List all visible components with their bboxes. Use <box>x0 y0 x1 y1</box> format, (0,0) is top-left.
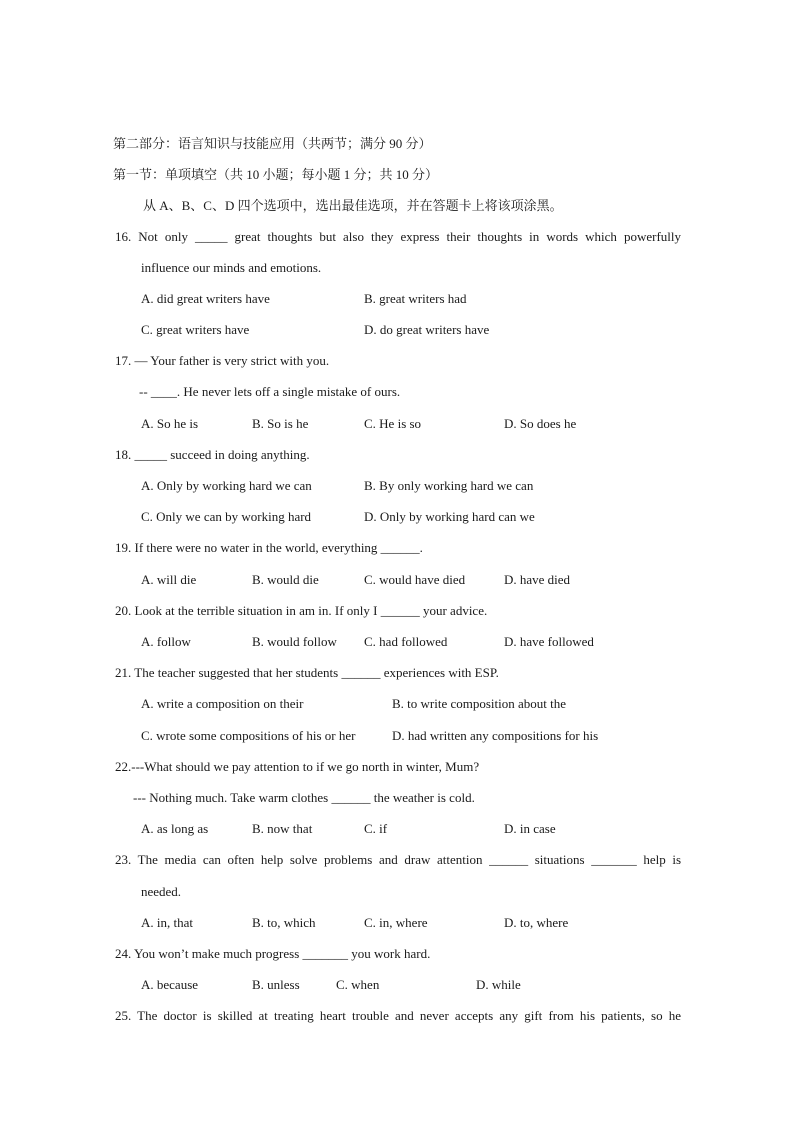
question-19-option-b: B. would die <box>252 572 319 587</box>
question-19-stem: 19. If there were no water in the world, everything ______. <box>115 540 423 555</box>
question-21-stem: 21. The teacher suggested that her students ______ experiences with ESP. <box>115 665 499 680</box>
question-22-option-c: C. if <box>364 821 388 836</box>
instruction-text: 从 A、B、C、D 四个选项中，选出最佳选项，并在答题卡上将该项涂黑。 <box>143 198 563 213</box>
question-20-option-a: A. follow <box>141 634 191 649</box>
question-24-option-b: B. unless <box>252 977 300 992</box>
question-23-option-d: D. to, where <box>504 915 569 930</box>
question-24-option-a: A. because <box>141 977 199 992</box>
question-18-stem: 18. _____ succeed in doing anything. <box>115 447 310 462</box>
part-heading: 第二部分：语言知识与技能应用（共两节；满分 90 分） <box>113 136 432 151</box>
question-20-stem: 20. Look at the terrible situation in am in. If only I ______ your advice. <box>115 603 488 618</box>
question-19-option-c: C. would have died <box>364 572 466 587</box>
question-20-option-c: C. had followed <box>364 634 448 649</box>
question-23-stem-cont: needed. <box>141 884 182 899</box>
question-23-option-c: C. in, where <box>364 915 428 930</box>
question-17-option-a: A. So he is <box>141 416 199 431</box>
question-24-stem: 24. You won’t make much progress _______ you work hard. <box>115 946 431 961</box>
question-16-stem-cont: influence our minds and emotions. <box>141 260 322 275</box>
question-24-option-c: C. when <box>336 977 380 992</box>
question-17-stem-cont: -- ____. He never lets off a single mistake of ours. <box>139 384 401 399</box>
question-24-option-d: D. while <box>476 977 521 992</box>
question-22-option-a: A. as long as <box>141 821 209 836</box>
question-17-option-d: D. So does he <box>504 416 577 431</box>
question-21-option-d: D. had written any compositions for his <box>392 728 599 743</box>
question-18-option-a: A. Only by working hard we can <box>141 478 312 493</box>
question-23-option-b: B. to, which <box>252 915 316 930</box>
question-23-option-a: A. in, that <box>141 915 193 930</box>
question-23-stem: 23. The media can often help solve problems and draw attention ______ situations _______ help is <box>115 852 681 867</box>
question-25-stem: 25. The doctor is skilled at treating heart trouble and never accepts any gift from his patients, so he <box>115 1008 681 1023</box>
question-17-option-b: B. So is he <box>252 416 309 431</box>
question-21-option-b: B. to write composition about the <box>392 696 567 711</box>
question-18-option-c: C. Only we can by working hard <box>141 509 312 524</box>
question-16-option-d: D. do great writers have <box>364 322 490 337</box>
question-22-option-d: D. in case <box>504 821 556 836</box>
question-18-option-b: B. By only working hard we can <box>364 478 534 493</box>
question-18-option-d: D. Only by working hard can we <box>364 509 535 524</box>
question-20-option-b: B. would follow <box>252 634 337 649</box>
question-16-option-c: C. great writers have <box>141 322 250 337</box>
question-22-stem: 22.---What should we pay attention to if we go north in winter, Mum? <box>115 759 480 774</box>
question-16-option-b: B. great writers had <box>364 291 467 306</box>
question-22-stem-cont: --- Nothing much. Take warm clothes ______ the weather is cold. <box>133 790 475 805</box>
question-16-stem: 16. Not only _____ great thoughts but also they express their thoughts in words which powerfully <box>115 229 681 244</box>
question-16-option-a: A. did great writers have <box>141 291 270 306</box>
question-17-stem: 17. — Your father is very strict with you. <box>115 353 330 368</box>
question-21-option-a: A. write a composition on their <box>141 696 304 711</box>
question-17-option-c: C. He is so <box>364 416 422 431</box>
question-22-option-b: B. now that <box>252 821 313 836</box>
question-19-option-d: D. have died <box>504 572 571 587</box>
question-19-option-a: A. will die <box>141 572 197 587</box>
question-20-option-d: D. have followed <box>504 634 594 649</box>
section-heading: 第一节：单项填空（共 10 小题；每小题 1 分；共 10 分） <box>113 167 439 182</box>
question-21-option-c: C. wrote some compositions of his or her <box>141 728 356 743</box>
